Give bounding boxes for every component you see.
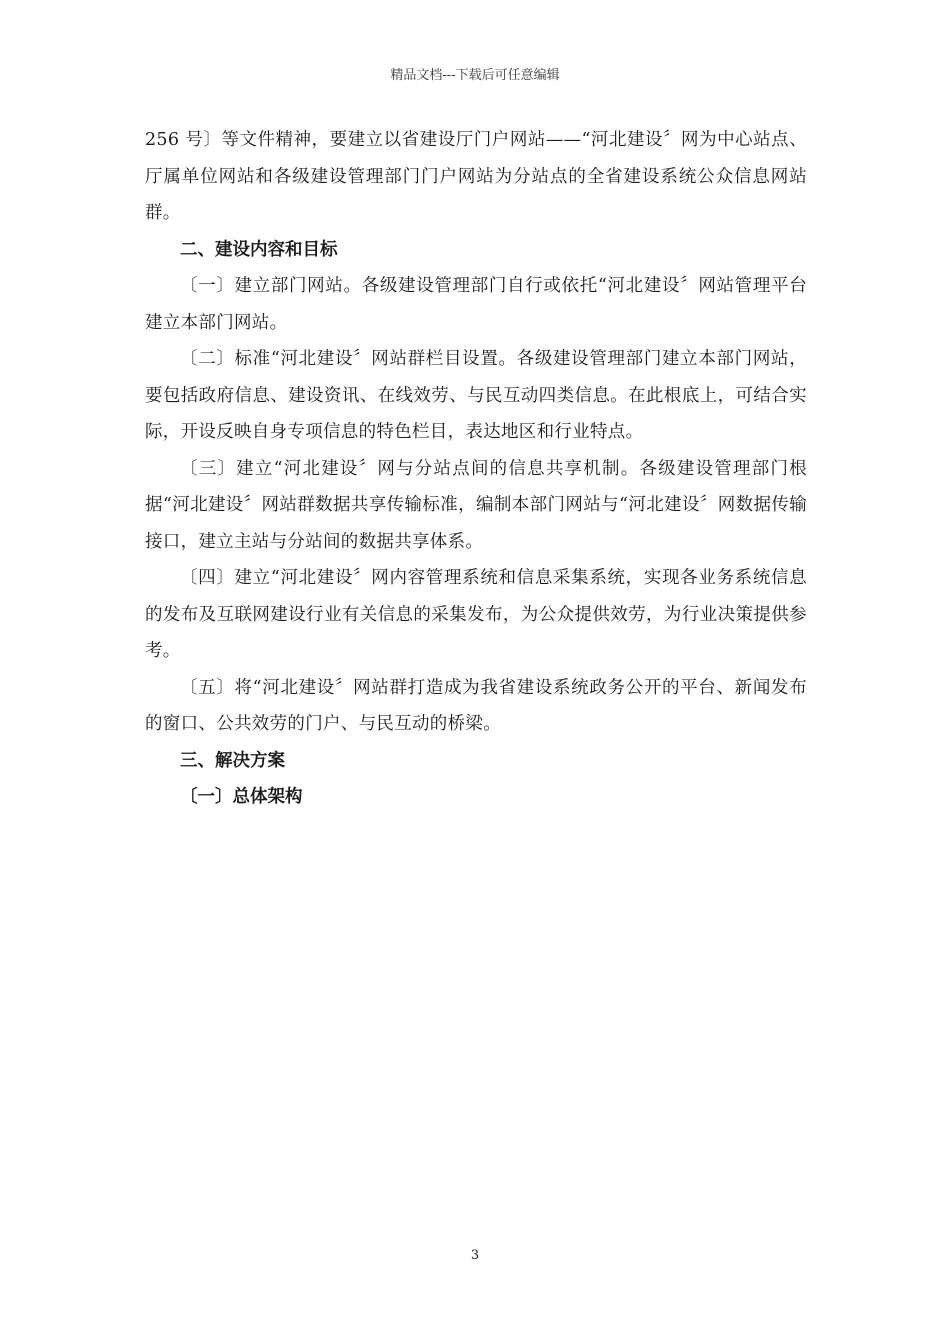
paragraph-item-3: 〔三〕建立“河北建设〞网与分站点间的信息共享机制。各级建设管理部门根据“河北建设〞网站群数据共享传输标准，编制本部门网站与“河北建设〞网数据传输接口，建立主站与分站间的数据共享体系。 (145, 458, 807, 552)
paragraph-item-1: 〔一〕建立部门网站。各级建设管理部门自行或依托“河北建设〞网站管理平台建立本部门网站。 (145, 276, 807, 333)
section-heading-construction-goals: 二、建设内容和目标 (180, 239, 338, 260)
page-number: 3 (470, 1248, 480, 1263)
subsection-heading-architecture: 〔一〕总体架构 (180, 787, 303, 807)
page-header: 精品文档---下载后可任意编辑 (390, 68, 560, 83)
paragraph-item-2: 〔二〕标准“河北建设〞网站群栏目设置。各级建设管理部门建立本部门网站，要包括政府信息、建设资讯、在线效劳、与民互动四类信息。在此根底上，可结合实际，开设反映自身专项信息的特色栏目，表达地区和行业特点。 (145, 349, 807, 442)
section-heading-solution: 三、解决方案 (180, 750, 285, 771)
document-body (145, 122, 807, 816)
paragraph-item-4: 〔四〕建立“河北建设〞网内容管理系统和信息采集系统，实现各业务系统信息的发布及互联网建设行业有关信息的采集发布，为公众提供效劳，为行业决策提供参考。 (145, 568, 807, 661)
paragraph-item-5: 〔五〕将“河北建设〞网站群打造成为我省建设系统政务公开的平台、新闻发布的窗口、公共效劳的门户、与民互动的桥梁。 (145, 677, 807, 734)
paragraph-continuation: 256 号〕等文件精神，要建立以省建设厅门户网站——“河北建设〞网为中心站点、厅属单位网站和各级建设管理部门门户网站为分站点的全省建设系统公众信息网站群。 (145, 130, 807, 223)
